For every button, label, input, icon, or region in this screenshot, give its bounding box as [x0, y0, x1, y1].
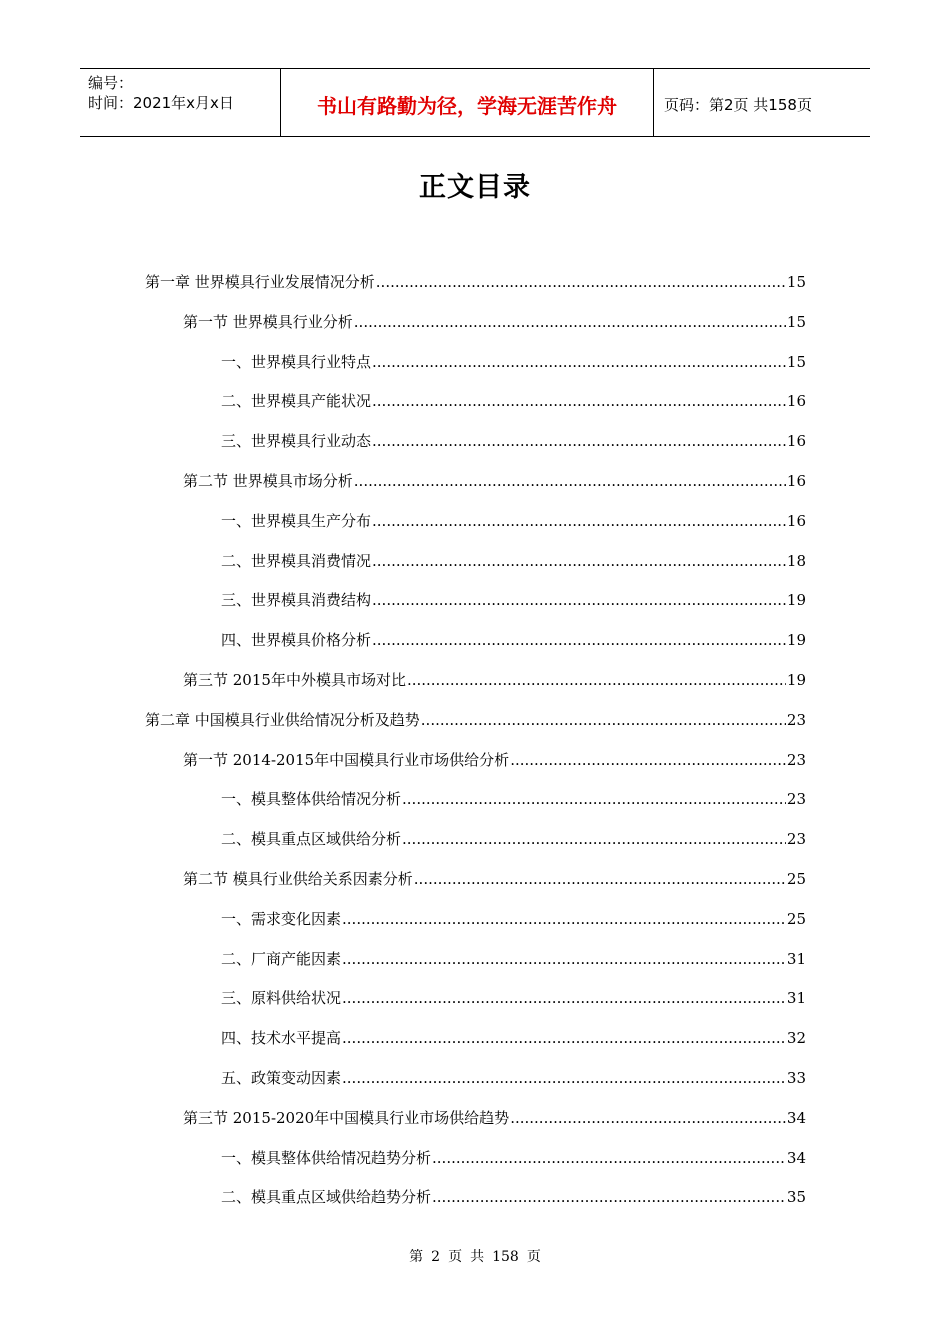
- toc-dot-leader: [372, 350, 786, 374]
- toc-entry-title: 二、世界模具产能状况: [221, 392, 372, 411]
- toc-entry-page-number: 33: [786, 1069, 806, 1087]
- toc-entry-title: 四、技术水平提高: [221, 1029, 342, 1048]
- toc-entry[interactable]: [221, 1146, 806, 1170]
- footer-total-pages: 158: [492, 1249, 519, 1265]
- toc-entry-page-number: 32: [786, 1029, 806, 1048]
- toc-entry-title: 三、世界模具消费结构: [221, 591, 372, 610]
- toc-entry-page-number: 18: [786, 551, 806, 570]
- toc-entry-page-number: 15: [786, 352, 806, 371]
- toc-entry-title: 一、模具整体供给情况分析: [221, 790, 402, 809]
- toc-entry-page-number: 23: [786, 750, 806, 769]
- footer-ye-end: 页: [526, 1249, 541, 1265]
- toc-entry[interactable]: [221, 628, 806, 652]
- toc-entry[interactable]: [145, 270, 806, 294]
- toc-entry[interactable]: [145, 708, 806, 732]
- toc-entry-page-number: 23: [786, 790, 806, 809]
- toc-dot-leader: [342, 1066, 786, 1090]
- toc-dot-leader: [342, 947, 786, 971]
- toc-entry-page-number: 35: [786, 1188, 806, 1207]
- toc-entry-title: 二、模具重点区域供给分析: [221, 830, 402, 849]
- toc-dot-leader: [372, 509, 786, 533]
- toc-entry-page-number: 19: [786, 671, 806, 689]
- toc-dot-leader: [372, 429, 786, 453]
- toc-dot-leader: [402, 787, 786, 811]
- toc-entry-page-number: 15: [786, 312, 806, 331]
- footer-gong: 共: [470, 1249, 485, 1265]
- toc-entry-page-number: 34: [786, 1108, 806, 1127]
- toc-dot-leader: [354, 310, 786, 334]
- toc-entry-title: 一、模具整体供给情况趋势分析: [221, 1148, 432, 1167]
- toc-entry[interactable]: [183, 310, 806, 334]
- toc-entry[interactable]: [221, 1185, 806, 1209]
- page-title: 正文目录: [419, 172, 531, 203]
- toc-entry-page-number: 25: [786, 870, 806, 888]
- toc-dot-leader: [421, 708, 786, 732]
- toc-dot-leader: [372, 628, 786, 652]
- toc-entry-title: 第一章 世界模具行业发展情况分析: [145, 273, 375, 291]
- toc-entry[interactable]: [183, 668, 806, 692]
- toc-entry-title: 第三节 2015年中外模具市场对比: [183, 671, 406, 689]
- toc-entry-title: 四、世界模具价格分析: [221, 631, 372, 650]
- toc-entry[interactable]: [221, 907, 806, 931]
- toc-dot-leader: [376, 270, 786, 294]
- header-page-info: 页码：第2页 共158页: [664, 96, 812, 114]
- toc-dot-leader: [372, 389, 786, 413]
- toc-dot-leader: [402, 827, 786, 851]
- toc-entry-page-number: 16: [786, 432, 806, 451]
- toc-entry-title: 第一节 2014-2015年中国模具行业市场供给分析: [183, 750, 510, 769]
- toc-entry-title: 二、模具重点区域供给趋势分析: [221, 1188, 432, 1207]
- toc-entry-page-number: 31: [786, 949, 806, 968]
- toc-entry-page-number: 19: [786, 591, 806, 610]
- page-footer: [0, 1246, 950, 1266]
- toc-entry[interactable]: [221, 429, 806, 453]
- toc-entry-page-number: 16: [786, 472, 806, 490]
- footer-current-page: 2: [431, 1249, 441, 1265]
- toc-entry-title: 第二章 中国模具行业供给情况分析及趋势: [145, 710, 420, 729]
- toc-entry-title: 三、世界模具行业动态: [221, 432, 372, 451]
- toc-entry-title: 五、政策变动因素: [221, 1069, 342, 1087]
- toc-dot-leader: [407, 668, 786, 692]
- toc-dot-leader: [414, 867, 786, 891]
- footer-di: 第: [409, 1249, 424, 1265]
- toc-entry[interactable]: [221, 350, 806, 374]
- toc-entry-title: 第一节 世界模具行业分析: [183, 312, 353, 331]
- toc-entry[interactable]: [221, 1026, 806, 1050]
- toc-dot-leader: [372, 549, 786, 573]
- toc-entry-title: 二、厂商产能因素: [221, 949, 342, 968]
- toc-dot-leader: [372, 588, 786, 612]
- toc-entry[interactable]: [221, 1066, 806, 1090]
- toc-entry-title: 三、原料供给状况: [221, 989, 342, 1008]
- footer-ye: 页: [448, 1249, 463, 1265]
- header-meta: [80, 69, 281, 136]
- toc-dot-leader: [342, 1026, 786, 1050]
- toc-entry[interactable]: [183, 469, 806, 493]
- header-motto: 书山有路勤为径，学海无涯苦作舟: [281, 69, 654, 136]
- page-header: [80, 68, 870, 137]
- toc-entry[interactable]: [183, 867, 806, 891]
- toc-dot-leader: [342, 907, 786, 931]
- toc-entry-title: 一、需求变化因素: [221, 909, 342, 928]
- toc-entry[interactable]: [221, 986, 806, 1010]
- toc-entry-page-number: 23: [786, 710, 806, 729]
- toc-entry-title: 第二节 模具行业供给关系因素分析: [183, 870, 413, 888]
- toc-entry-page-number: 16: [786, 511, 806, 530]
- toc-dot-leader: [510, 1106, 786, 1130]
- toc-entry[interactable]: [221, 787, 806, 811]
- toc-entry[interactable]: [221, 549, 806, 573]
- toc-entry-title: 二、世界模具消费情况: [221, 551, 372, 570]
- toc-dot-leader: [432, 1185, 786, 1209]
- document-number-label: 编号：: [88, 74, 134, 92]
- toc-dot-leader: [342, 986, 786, 1010]
- toc-entry-page-number: 25: [786, 909, 806, 928]
- document-time-label: 时间：2021年x月x日: [88, 94, 234, 112]
- toc-entry[interactable]: [221, 588, 806, 612]
- toc-entry-page-number: 16: [786, 392, 806, 411]
- toc-entry-title: 第二节 世界模具市场分析: [183, 472, 353, 490]
- toc-entry-page-number: 19: [786, 631, 806, 650]
- toc-dot-leader: [432, 1146, 786, 1170]
- toc-entry[interactable]: [221, 509, 806, 533]
- toc-dot-leader: [510, 748, 786, 772]
- toc-entry[interactable]: [221, 827, 806, 851]
- toc-entry[interactable]: [183, 1106, 806, 1130]
- toc-entry-title: 第三节 2015-2020年中国模具行业市场供给趋势: [183, 1108, 510, 1127]
- toc-entry-page-number: 15: [786, 273, 806, 291]
- toc-entry-title: 一、世界模具行业特点: [221, 352, 372, 371]
- toc-entry-page-number: 34: [786, 1148, 806, 1167]
- toc-entry-page-number: 31: [786, 989, 806, 1008]
- toc-entry[interactable]: [183, 748, 806, 772]
- table-of-contents: [0, 270, 950, 1230]
- toc-entry[interactable]: [221, 947, 806, 971]
- toc-entry[interactable]: [221, 389, 806, 413]
- toc-entry-page-number: 23: [786, 830, 806, 849]
- toc-dot-leader: [354, 469, 786, 493]
- toc-entry-title: 一、世界模具生产分布: [221, 511, 372, 530]
